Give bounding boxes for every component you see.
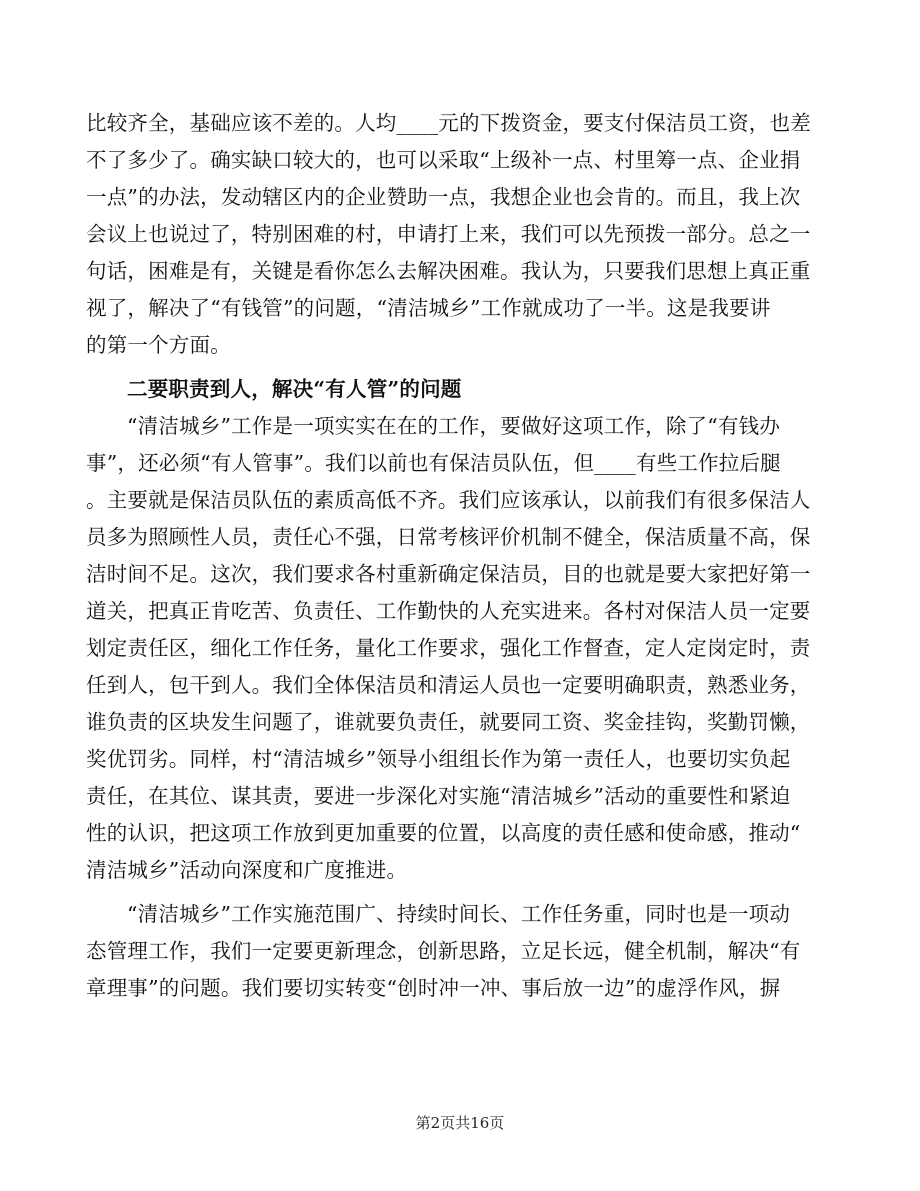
text-line: 一点”的办法，发动辖区内的企业赞助一点，我想企业也会肯的。而且，我上次 xyxy=(86,185,801,209)
text-line: 不了多少了。确实缺口较大的，也可以采取“上级补一点、村里筹一点、企业捐 xyxy=(86,148,801,172)
text-line: 奖优罚劣。同样，村“清洁城乡”领导小组组长作为第一责任人，也要切实负起 xyxy=(86,747,791,771)
text-line: 员多为照顾性人员，责任心不强，日常考核评价机制不健全，保洁质量不高，保 xyxy=(86,525,811,549)
paragraph-1 xyxy=(86,105,834,364)
text-line: 洁时间不足。这次，我们要求各村重新确定保洁员，目的也就是要大家把好第一 xyxy=(86,562,811,586)
paragraph-2 xyxy=(86,408,834,889)
text-line: 性的认识，把这项工作放到更加重要的位置，以高度的责任感和使命感，推动“ xyxy=(86,821,801,845)
text-line: 事”，还必须“有人管事”。我们以前也有保洁员队伍，但____有些工作拉后腿 xyxy=(86,451,781,475)
text-line: 句话，困难是有，关键是看你怎么去解决困难。我认为，只要我们思想上真正重 xyxy=(86,259,811,283)
text-line: 态管理工作，我们一定要更新理念，创新思路，立足长远，健全机制，解决“有 xyxy=(86,939,801,963)
text-line: 责任，在其位、谋其责，要进一步深化对实施“清洁城乡”活动的重要性和紧迫 xyxy=(86,784,791,808)
text-line: 比较齐全，基础应该不差的。人均____元的下拨资金，要支付保洁员工资，也差 xyxy=(86,111,811,135)
section-heading: 二要职责到人，解决“有人管”的问题 xyxy=(127,377,462,401)
document-body xyxy=(86,105,834,1007)
text-line: “清洁城乡”工作是一项实实在在的工作，要做好这项工作，除了“有钱办 xyxy=(127,414,781,438)
text-line: 道关，把真正肯吃苦、负责任、工作勤快的人充实进来。各村对保洁人员一定要 xyxy=(86,599,811,623)
text-line: 划定责任区，细化工作任务，量化工作要求，强化工作督查，定人定岗定时，责 xyxy=(86,636,811,660)
page-number-footer: 第2页共16页 xyxy=(415,1114,505,1132)
paragraph-3 xyxy=(86,896,834,1007)
text-line: 清洁城乡”活动向深度和广度推进。 xyxy=(86,858,408,882)
text-line: 视了，解决了“有钱管”的问题，“清洁城乡”工作就成功了一半。这是我要讲 xyxy=(86,296,771,320)
text-line: “清洁城乡”工作实施范围广、持续时间长、工作任务重，同时也是一项动 xyxy=(127,902,791,926)
text-line: 会议上也说过了，特别困难的村，申请打上来，我们可以先预拨一部分。总之一 xyxy=(86,222,811,246)
text-line: 的第一个方面。 xyxy=(86,333,231,357)
text-line: 谁负责的区块发生问题了，谁就要负责任，就要同工资、奖金挂钩，奖勤罚懒， xyxy=(86,710,811,734)
text-line: 。主要就是保洁员队伍的素质高低不齐。我们应该承认，以前我们有很多保洁人 xyxy=(86,488,811,512)
text-line: 任到人，包干到人。我们全体保洁员和清运人员也一定要明确职责，熟悉业务， xyxy=(86,673,811,697)
text-line: 章理事”的问题。我们要切实转变“创时冲一冲、事后放一边”的虚浮作风，摒 xyxy=(86,976,781,1000)
